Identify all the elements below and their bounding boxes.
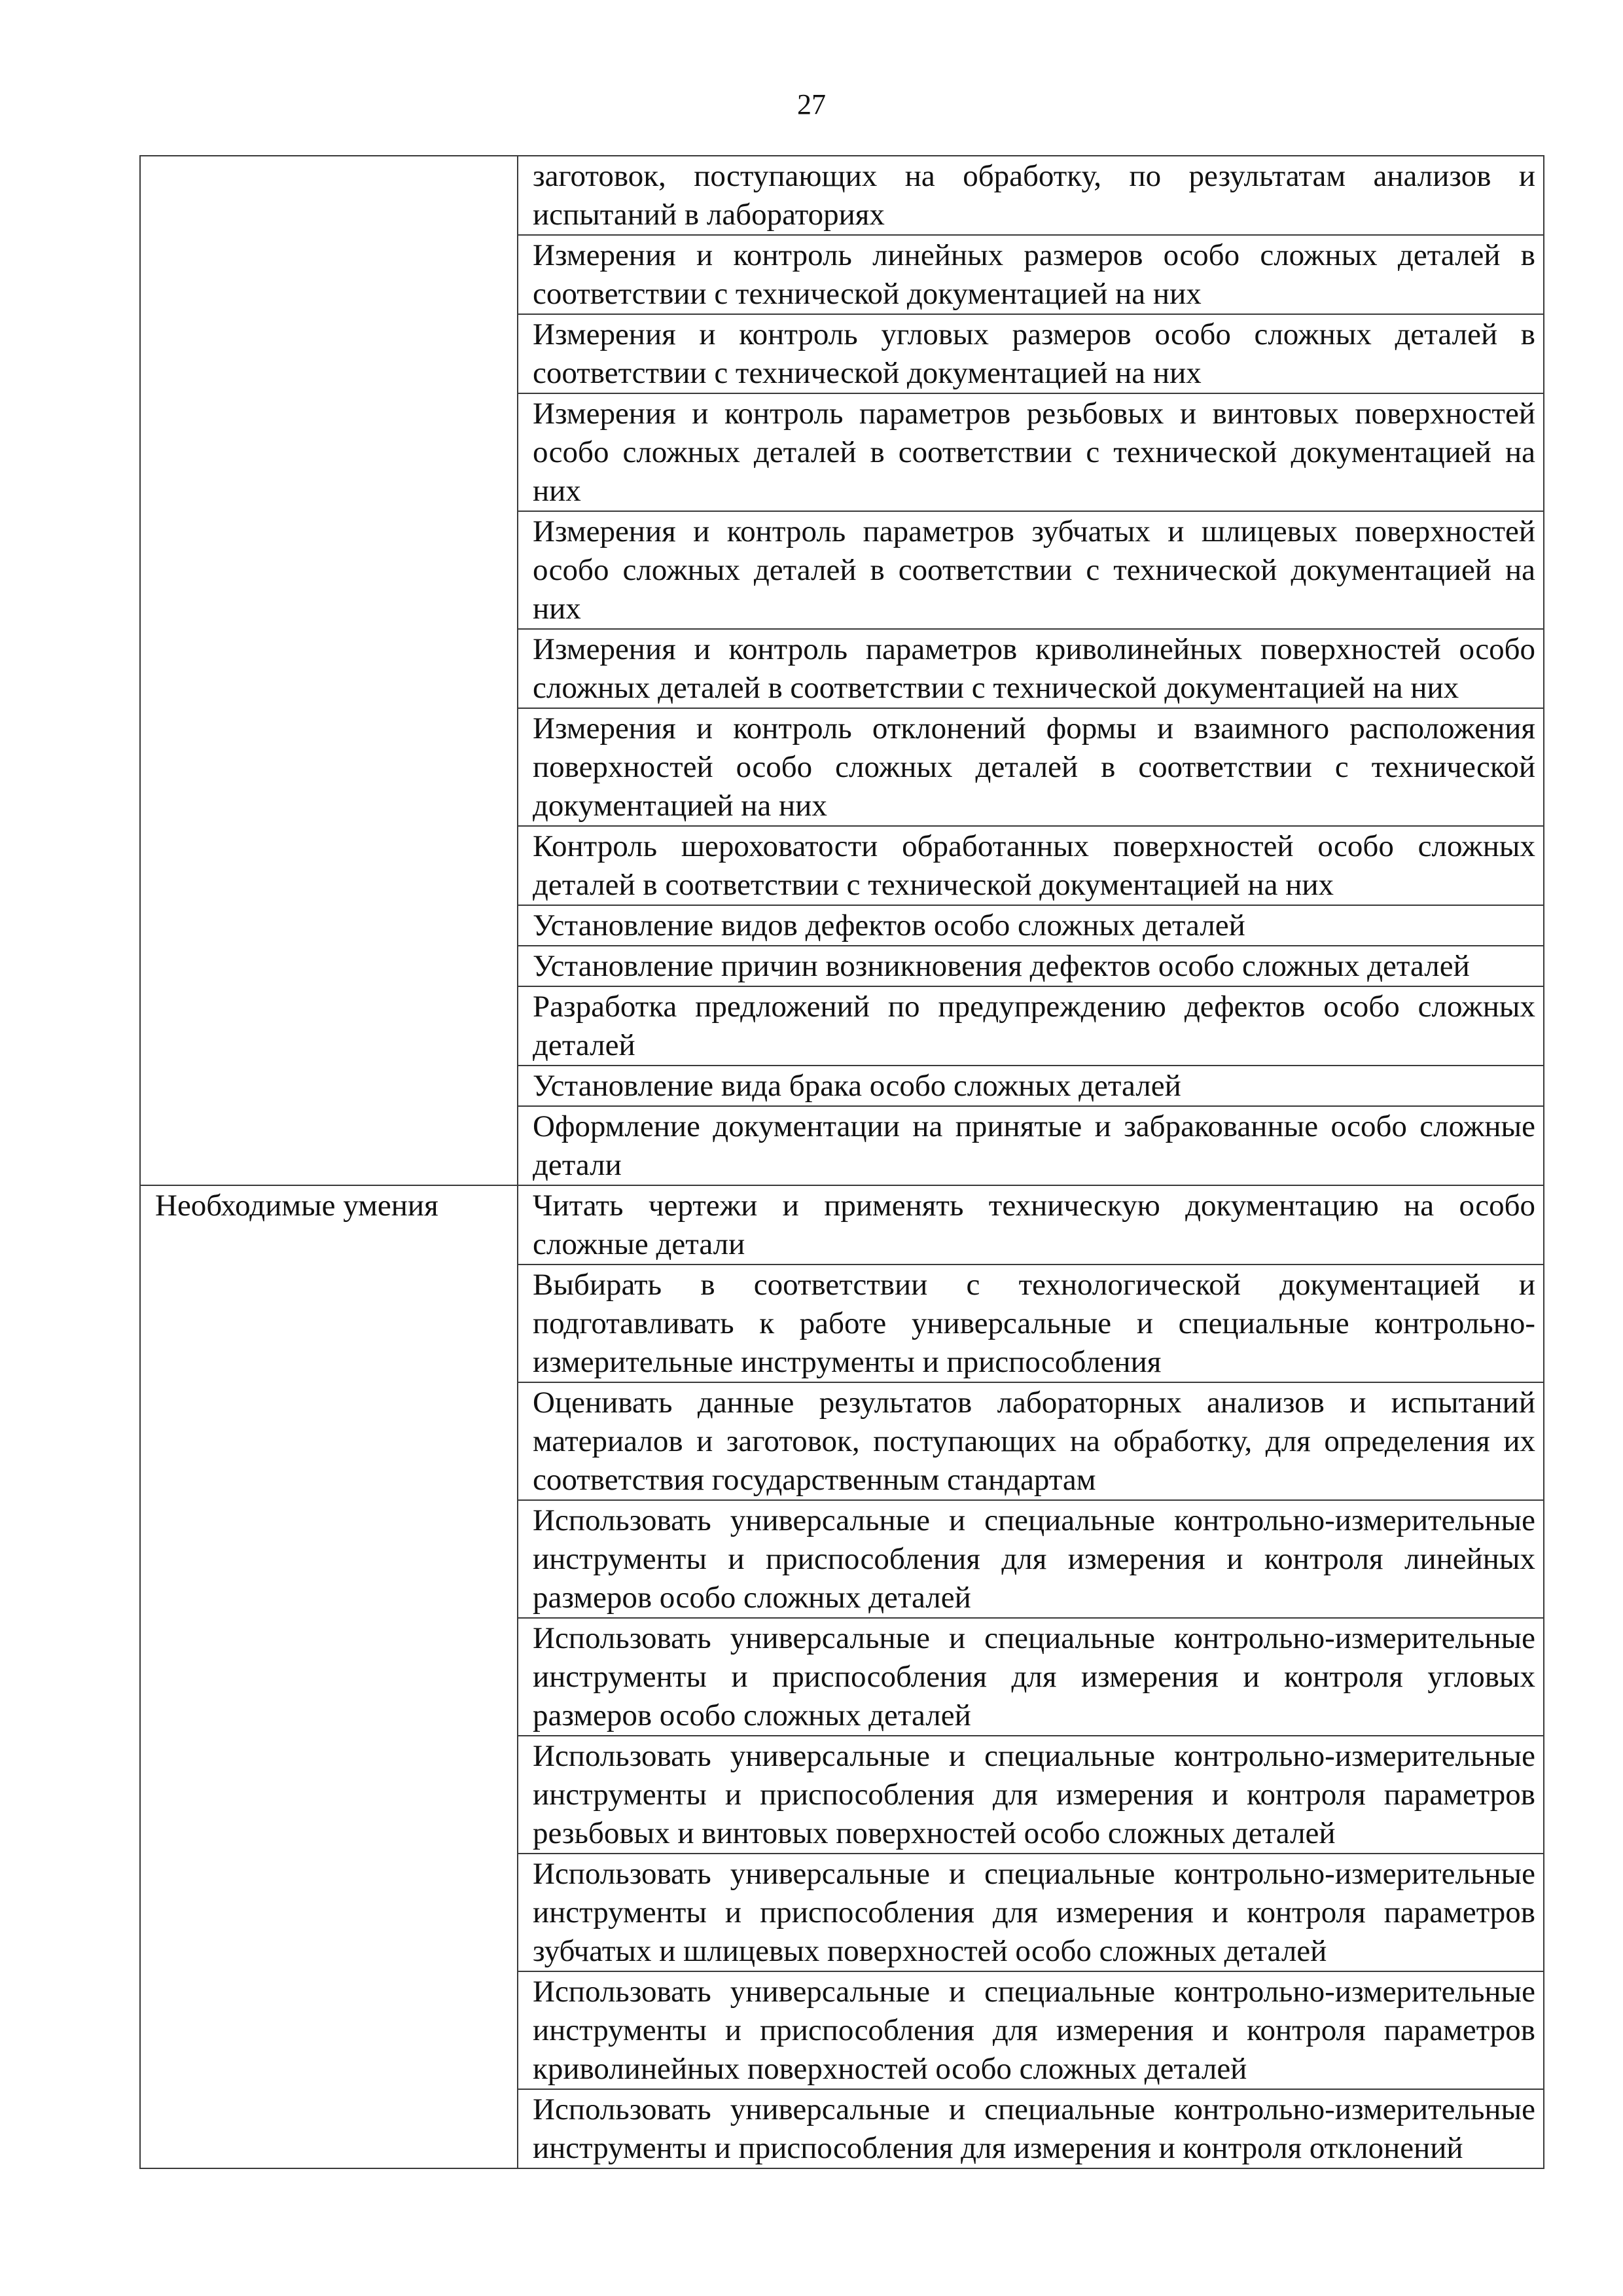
table-cell xyxy=(518,1066,1544,1106)
cell-text: Использовать универсальные и специальные контрольно-измерительные инструменты и приспособления для измерения и контроля линейных размеров особо сложных деталей xyxy=(533,1503,1535,1615)
table-cell xyxy=(518,1971,1544,2089)
row-label-cell xyxy=(140,156,518,1185)
cell-text: Установление видов дефектов особо сложных деталей xyxy=(533,908,1245,942)
cell-text: Выбирать в соответствии с технологической документацией и подготавливать к работе универсальные и специальные контрольно-измерительные инструменты и приспособления xyxy=(533,1268,1535,1379)
table-cell xyxy=(518,1736,1544,1854)
row-label xyxy=(155,156,509,157)
table-cell xyxy=(518,1500,1544,1618)
cell-text: заготовок, поступающих на обработку, по результатам анализов и испытаний в лабораториях xyxy=(533,159,1535,232)
cell-text: Использовать универсальные и специальные контрольно-измерительные инструменты и приспособления для измерения и контроля угловых размеров особо сложных деталей xyxy=(533,1621,1535,1732)
table-cell xyxy=(518,156,1544,235)
requirements-table xyxy=(139,155,1544,2169)
cell-text: Измерения и контроль параметров криволинейных поверхностей особо сложных деталей в соответствии с технической документацией на них xyxy=(533,632,1535,705)
cell-text: Установление причин возникновения дефектов особо сложных деталей xyxy=(533,949,1470,983)
table-cell xyxy=(518,1618,1544,1736)
table-cell xyxy=(518,511,1544,629)
cell-text: Разработка предложений по предупреждению дефектов особо сложных деталей xyxy=(533,990,1535,1062)
cell-text: Использовать универсальные и специальные контрольно-измерительные инструменты и приспособления для измерения и контроля отклонений xyxy=(533,2092,1535,2165)
cell-text: Использовать универсальные и специальные контрольно-измерительные инструменты и приспособления для измерения и контроля параметров криволинейных поверхностей особо сложных деталей xyxy=(533,1975,1535,2086)
cell-text: Читать чертежи и применять техническую документацию на особо сложные детали xyxy=(533,1189,1535,1261)
cell-text: Контроль шероховатости обработанных поверхностей особо сложных деталей в соответствии с технической документацией на них xyxy=(533,829,1535,902)
cell-text: Оформление документации на принятые и забракованные особо сложные детали xyxy=(533,1109,1535,1182)
cell-text: Измерения и контроль угловых размеров особо сложных деталей в соответствии с технической документацией на них xyxy=(533,317,1535,390)
cell-text: Использовать универсальные и специальные контрольно-измерительные инструменты и приспособления для измерения и контроля параметров резьбовых и винтовых поверхностей особо сложных деталей xyxy=(533,1739,1535,1850)
table-cell xyxy=(518,826,1544,905)
cell-text: Измерения и контроль параметров зубчатых и шлицевых поверхностей особо сложных деталей в соответствии с технической документацией на них xyxy=(533,514,1535,626)
table-cell xyxy=(518,946,1544,986)
cell-text: Установление вида брака особо сложных деталей xyxy=(533,1069,1181,1103)
cell-text: Измерения и контроль линейных размеров особо сложных деталей в соответствии с технической документацией на них xyxy=(533,238,1535,311)
table-row xyxy=(140,1185,1544,1265)
table-cell xyxy=(518,314,1544,393)
table-cell xyxy=(518,629,1544,708)
table-cell xyxy=(518,2089,1544,2168)
table-cell xyxy=(518,1382,1544,1500)
cell-text: Измерения и контроль параметров резьбовых и винтовых поверхностей особо сложных деталей в соответствии с технической документацией на них xyxy=(533,397,1535,508)
table-cell xyxy=(518,235,1544,314)
table-cell xyxy=(518,1265,1544,1382)
cell-text: Оценивать данные результатов лабораторных анализов и испытаний материалов и заготовок, поступающих на обработку, для определения их соответствия государственным стандартам xyxy=(533,1386,1535,1497)
row-label: Необходимые умения xyxy=(155,1189,438,1223)
cell-text: Использовать универсальные и специальные контрольно-измерительные инструменты и приспособления для измерения и контроля параметров зубчатых и шлицевых поверхностей особо сложных деталей xyxy=(533,1857,1535,1968)
table-row xyxy=(140,156,1544,235)
page-number: 27 xyxy=(797,88,826,120)
table-cell xyxy=(518,1854,1544,1971)
row-label-cell xyxy=(140,1185,518,2168)
table-cell xyxy=(518,393,1544,511)
cell-text: Измерения и контроль отклонений формы и взаимного расположения поверхностей особо сложных деталей в соответствии с технической документацией на них xyxy=(533,711,1535,823)
table-cell xyxy=(518,905,1544,946)
table-cell xyxy=(518,1185,1544,1265)
table-cell xyxy=(518,708,1544,826)
table-cell xyxy=(518,1106,1544,1185)
table-cell xyxy=(518,986,1544,1066)
